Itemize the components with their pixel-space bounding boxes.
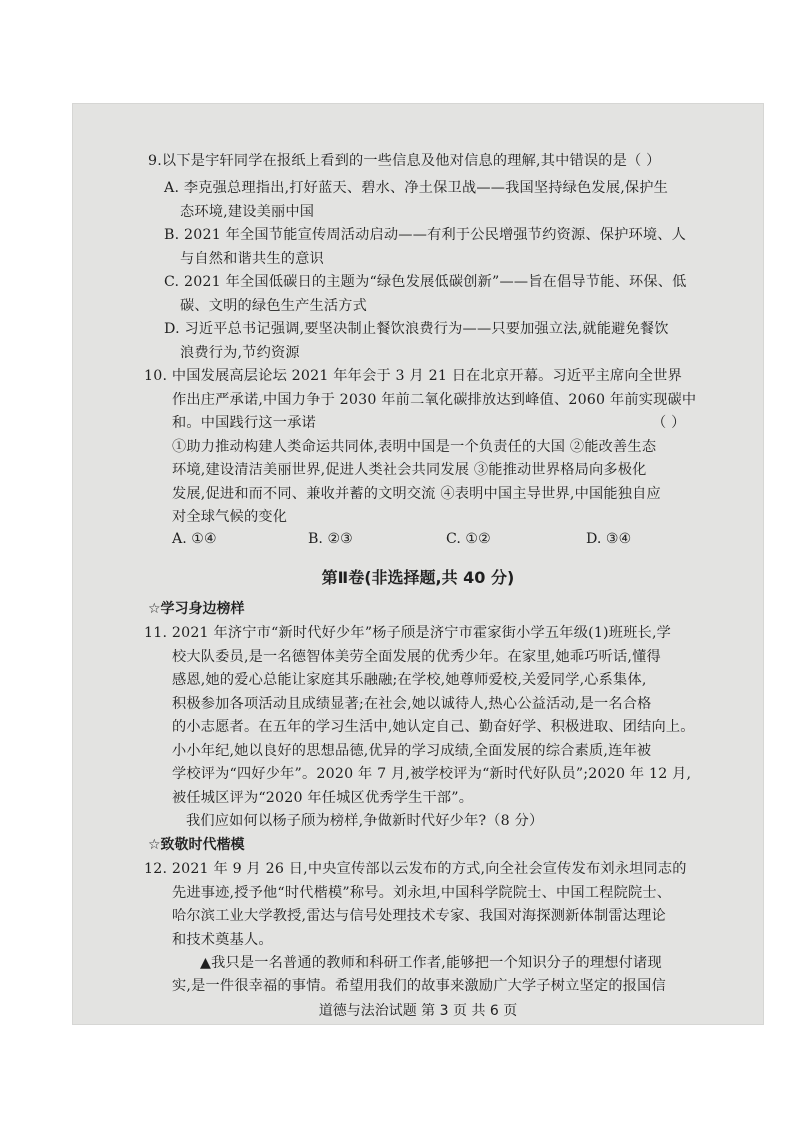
- q10-line5: 环境,建设清洁美丽世界,促进人类社会共同发展 ③能推动世界格局向多极化: [172, 462, 647, 478]
- q11-line7: 学校评为“四好少年”。2020 年 7 月,被学校评为“新时代好队员”;2020 年 12 月,: [172, 766, 692, 782]
- q9-option-b-line2: 与自然和谐共生的意识: [180, 251, 324, 267]
- q10-option-d: D. ③④: [586, 531, 632, 547]
- section-heading-model-of-era: ☆致敬时代楷模: [148, 837, 245, 853]
- q10-option-b: B. ②③: [308, 531, 353, 547]
- exam-page: [72, 103, 764, 1025]
- q11-line8: 被任城区评为“2020 年任城区优秀学生干部”。: [172, 790, 474, 806]
- q12-line1: 12. 2021 年 9 月 26 日,中央宣传部以云发布的方式,向全社会宣传发布刘永坦同志的: [144, 861, 687, 877]
- q10-line3: 和。中国践行这一承诺: [172, 415, 316, 431]
- q10-answer-paren: （ ）: [652, 415, 686, 431]
- q11-line3: 感恩,她的爱心总能让家庭其乐融融;在学校,她尊师爱校,关爱同学,心系集体,: [172, 672, 647, 688]
- q9-option-b-line1: B. 2021 年全国节能宣传周活动启动——有利于公民增强节约资源、保护环境、人: [164, 227, 687, 243]
- q10-option-a: A. ①④: [172, 531, 217, 547]
- q9-option-c-line1: C. 2021 年全国低碳日的主题为“绿色发展低碳创新”——旨在倡导节能、环保、低: [164, 274, 687, 290]
- q10-option-c: C. ①②: [446, 531, 491, 547]
- part2-title: 第Ⅱ卷(非选择题,共 40 分): [321, 568, 515, 587]
- q10-line6: 发展,促进和而不同、兼收并蓄的文明交流 ④表明中国主导世界,中国能独自应: [172, 486, 661, 502]
- q10-line2: 作出庄严承诺,中国力争于 2030 年前二氧化碳排放达到峰值、2060 年前实现碳中: [172, 392, 697, 408]
- q11-line4: 积极参加各项活动且成绩显著;在社会,她以诚待人,热心公益活动,是一名合格: [172, 696, 652, 712]
- q9-option-a-line2: 态环境,建设美丽中国: [180, 204, 315, 220]
- section-heading-role-model: ☆学习身边榜样: [148, 601, 245, 617]
- q9-option-c-line2: 碳、文明的绿色生产生活方式: [180, 298, 368, 314]
- q10-line1: 10. 中国发展高层论坛 2021 年年会于 3 月 21 日在北京开幕。习近平主席向全世界: [144, 368, 682, 384]
- q11-line6: 小小年纪,她以良好的思想品德,优异的学习成绩,全面发展的综合素质,连年被: [172, 743, 652, 759]
- q11-line5: 的小志愿者。在五年的学习生活中,她认定自己、勤奋好学、积极进取、团结向上。: [172, 719, 695, 735]
- q9-option-d-line2: 浪费行为,节约资源: [180, 345, 300, 361]
- page-footer: 道德与法治试题 第 3 页 共 6 页: [318, 1003, 518, 1019]
- q12-line2: 先进事迹,授予他“时代楷模”称号。刘永坦,中国科学院院士、中国工程院院士、: [172, 885, 672, 901]
- q11-line2: 校大队委员,是一名德智体美劳全面发展的优秀少年。在家里,她乖巧听话,懂得: [172, 649, 661, 665]
- q11-question: 我们应如何以杨子颀为榜样,争做新时代好少年?（8 分）: [186, 813, 544, 829]
- q9-option-a-line1: A. 李克强总理指出,打好蓝天、碧水、净土保卫战——我国坚持绿色发展,保护生: [164, 180, 669, 196]
- q10-line4: ①助力推动构建人类命运共同体,表明中国是一个负责任的大国 ②能改善生态: [172, 439, 657, 455]
- q9-stem: 9.以下是宇轩同学在报纸上看到的一些信息及他对信息的理解,其中错误的是（ ）: [148, 153, 661, 169]
- q12-quote-line1: ▲我只是一名普通的教师和科研工作者,能够把一个知识分子的理想付诸现: [200, 955, 662, 971]
- q12-quote-line2: 实,是一件很幸福的事情。希望用我们的故事来激励广大学子树立坚定的报国信: [172, 978, 666, 994]
- q12-line4: 和技术奠基人。: [172, 932, 273, 948]
- q12-line3: 哈尔滨工业大学教授,雷达与信号处理技术专家、我国对海探测新体制雷达理论: [172, 908, 666, 924]
- q9-option-d-line1: D. 习近平总书记强调,要坚决制止餐饮浪费行为——只要加强立法,就能避免餐饮: [164, 321, 669, 337]
- q11-line1: 11. 2021 年济宁市“新时代好少年”杨子颀是济宁市霍家街小学五年级(1)班班长,学: [144, 625, 672, 641]
- q10-line7: 对全球气候的变化: [172, 509, 288, 525]
